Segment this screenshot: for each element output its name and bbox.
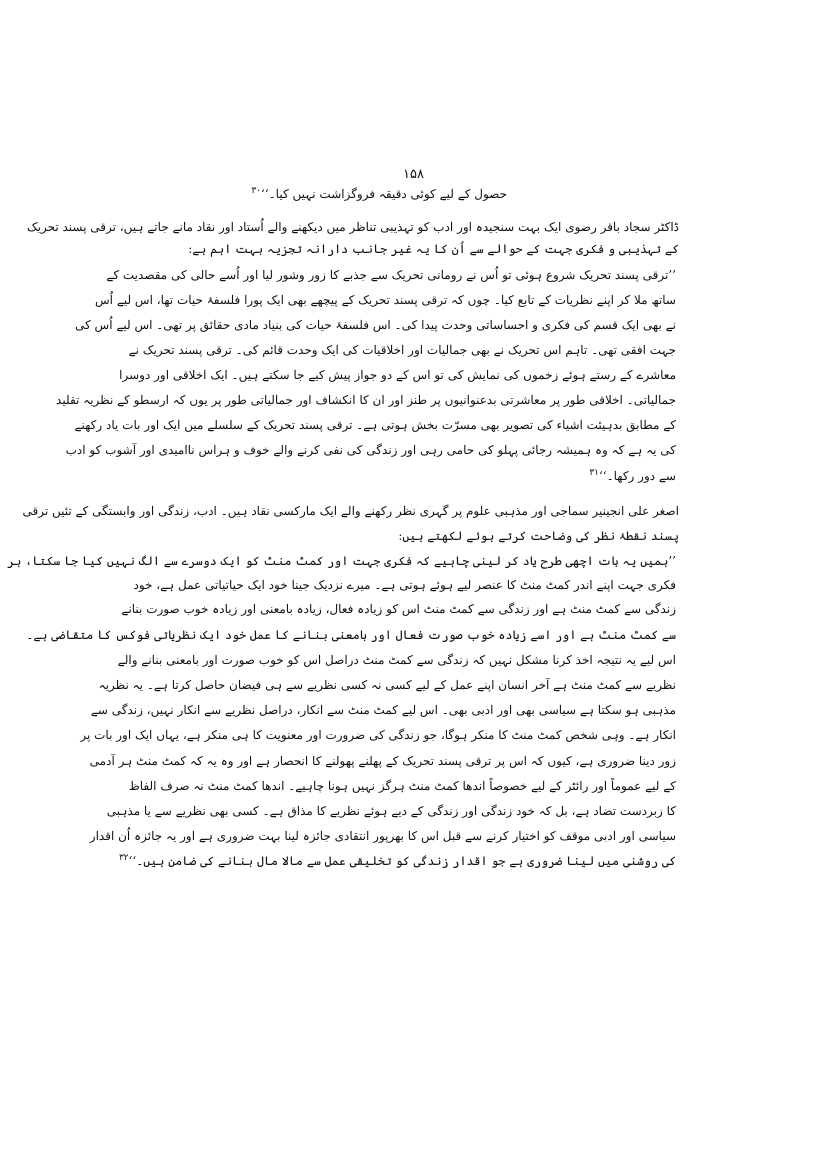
text-line-content: کی روشنی میں لینا ضروری ہے جو اقدار زندگی کو تخلیقی عمل سے مالا مال بنانے کی ضامن ہیں۔‘‘ [128, 854, 676, 868]
quote-line: ’’ہمیں یہ بات اچھی طرح یاد کر لینی چاہیے کہ فکری جہت اور کمٹ منٹ کو ایک دوسرے سے الگ نہیں کیا جا سکتا، ہر [7, 554, 676, 568]
footnote-marker: ۳۰ [251, 186, 261, 196]
quote-line: نظریے سے کمٹ منٹ ہے آخر انسان اپنے عمل کے لیے کسی نہ کسی نظریے سے ہی فیضان حاصل کرتا ہے۔ یہ نظریہ [98, 678, 676, 692]
quote-line: کے مطابق بدہیئت اشیاء کی تصویر بھی مسرّت بخش ہوتی ہے۔ ترقی پسند تحریک کے سلسلے میں ایک اور بات یاد رکھنے [74, 418, 676, 432]
quote-line: سیاسی اور ادبی موقف کو اختیار کرنے سے قبل اس کا بھرپور انتقادی جائزہ لینا بہت ضروری ہے اور یہ جائزہ اُن اقدار [89, 829, 676, 843]
page-number: ۱۵۸ [403, 167, 424, 182]
quote-line: فکری جہت اپنے اندر کمٹ منٹ کا عنصر لیے ہوئے ہوتی ہے۔ میرے نزدیک جینا خود ایک حیاتیاتی عمل ہے، خود [133, 578, 676, 592]
footnote-marker: ۳۲ [118, 853, 129, 863]
quote-line: مذہبی ہو سکتا ہے سیاسی بھی اور ادبی بھی۔ اس لیے کمٹ منٹ سے انکار، دراصل نظریے سے انکار نہیں، زندگی سے [90, 703, 676, 717]
footnote-marker: ۳۱ [589, 468, 599, 478]
quote-line: معاشرے کے رستے ہوئے زخموں کی نمایش کی تو اس کے دو جواز پیش کیے جا سکتے ہیں۔ ایک اخلاقی اور دوسرا [119, 368, 676, 382]
quote-line: جمالیاتی۔ اخلاقی طور پر معاشرتی بدعنوانیوں پر طنز اور ان کا انکشاف اور جمالیاتی طور پر یوں کہ ارسطو کے نظریہ تقلید [56, 393, 676, 407]
quote-line: ساتھ ملا کر اپنے نظریات کے تابع کیا۔ چوں کہ ترقی پسند تحریک کے پیچھے بھی ایک پورا فلسفۂ حیات تھا، اس لیے اُس [95, 293, 676, 307]
quote-line: ’’ترقی پسند تحریک شروع ہوئی تو اُس نے رومانی تحریک سے جذبے کا زور وشور لیا اور اُسے حالی کی مقصدیت کے [106, 268, 676, 282]
text-line: اصغر علی انجینیر سماجی اور مذہبی علوم پر گہری نظر رکھنے والے ایک مارکسی نقاد ہیں۔ ادب، زندگی اور وابستگی کے تئیں ترقی [22, 504, 679, 518]
text-line-content: سے دور رکھا۔‘‘ [598, 469, 676, 483]
text-line: پسند نقطۂ نظر کی وضاحت کرتے ہوئے لکھتے ہیں: [398, 529, 679, 543]
quote-line: کا زبردست تضاد ہے، بل کہ خود زندگی اور زندگی کے دیے ہوئے نظریے کا مذاق ہے۔ کسی بھی نظریے سے یا مذہبی [106, 804, 676, 818]
text-line-content: حصول کے لیے کوئی دقیقہ فروگزاشت نہیں کیا۔‘‘ [261, 187, 507, 201]
quote-line: کی یہ ہے کہ وہ ہمیشہ رجائی پہلو کی حامی رہی اور زندگی کی نفی کرنے والے خوف و ہراس ناامیدی اور آشوب کو ادب [65, 443, 676, 457]
quote-line [119, 853, 676, 869]
quote-line: زور دینا ضروری ہے، کیوں کہ اس پر ترقی پسند تحریک کے پھلنے پھولنے کا انحصار ہے اور وہ یہ کہ کمٹ منٹ ہر آدمی [89, 754, 676, 768]
quote-line: کے لیے عموماً اور رائٹر کے لیے خصوصاً اندھا کمٹ منٹ ہرگز نہیں ہونا چاہیے۔ اندھا کمٹ منٹ نہ صرف الفاظ [128, 779, 676, 793]
text-line [251, 186, 507, 202]
quote-line [589, 468, 676, 484]
quote-line: سے کمٹ منٹ ہے اور اسے زیادہ خوب صورت فعال اور بامعنی بنانے کا عمل خود ایک نظریاتی فوکس کا متقاضی ہے۔ [26, 628, 676, 642]
quote-line: اس لیے یہ نتیجہ اخذ کرنا مشکل نہیں کہ زندگی سے کمٹ منٹ دراصل اس کو خوب صورت اور بامعنی بنانے والے [117, 653, 676, 667]
text-line: ڈاکٹر سجاد باقر رضوی ایک بہت سنجیدہ اور ادب کو تہذیبی تناظر میں دیکھنے والے اُستاد اور نقاد مانے جاتے ہیں، ترقی پسند تحریک [26, 220, 679, 234]
quote-line: انکار ہے۔ وہی شخص کمٹ منٹ کا منکر ہوگا، جو زندگی کی ضرورت اور معنویت کا ہی منکر ہے، یہاں ایک اور بات پر [80, 728, 676, 742]
quote-line: نے بھی ایک قسم کی فکری و احساساتی وحدت پیدا کی۔ اس فلسفۂ حیات کی بنیاد مادی حقائق پر تھی۔ اس لیے اُس کی [75, 318, 676, 332]
quote-line: زندگی سے کمٹ منٹ ہے اور زندگی سے کمٹ منٹ اس کو زیادہ فعال، زیادہ بامعنی اور زیادہ خوب صورت بنانے [121, 602, 676, 616]
quote-line: جہت افقی تھی۔ تاہم اس تحریک نے بھی جمالیات اور اخلاقیات کی ایک وحدت قائم کی۔ ترقی پسند تحریک نے [128, 343, 676, 357]
text-line: کے تہذیبی و فکری جہت کے حوالے سے اُن کا یہ غیر جانب دارانہ تجزیہ بہت اہم ہے: [188, 242, 679, 256]
